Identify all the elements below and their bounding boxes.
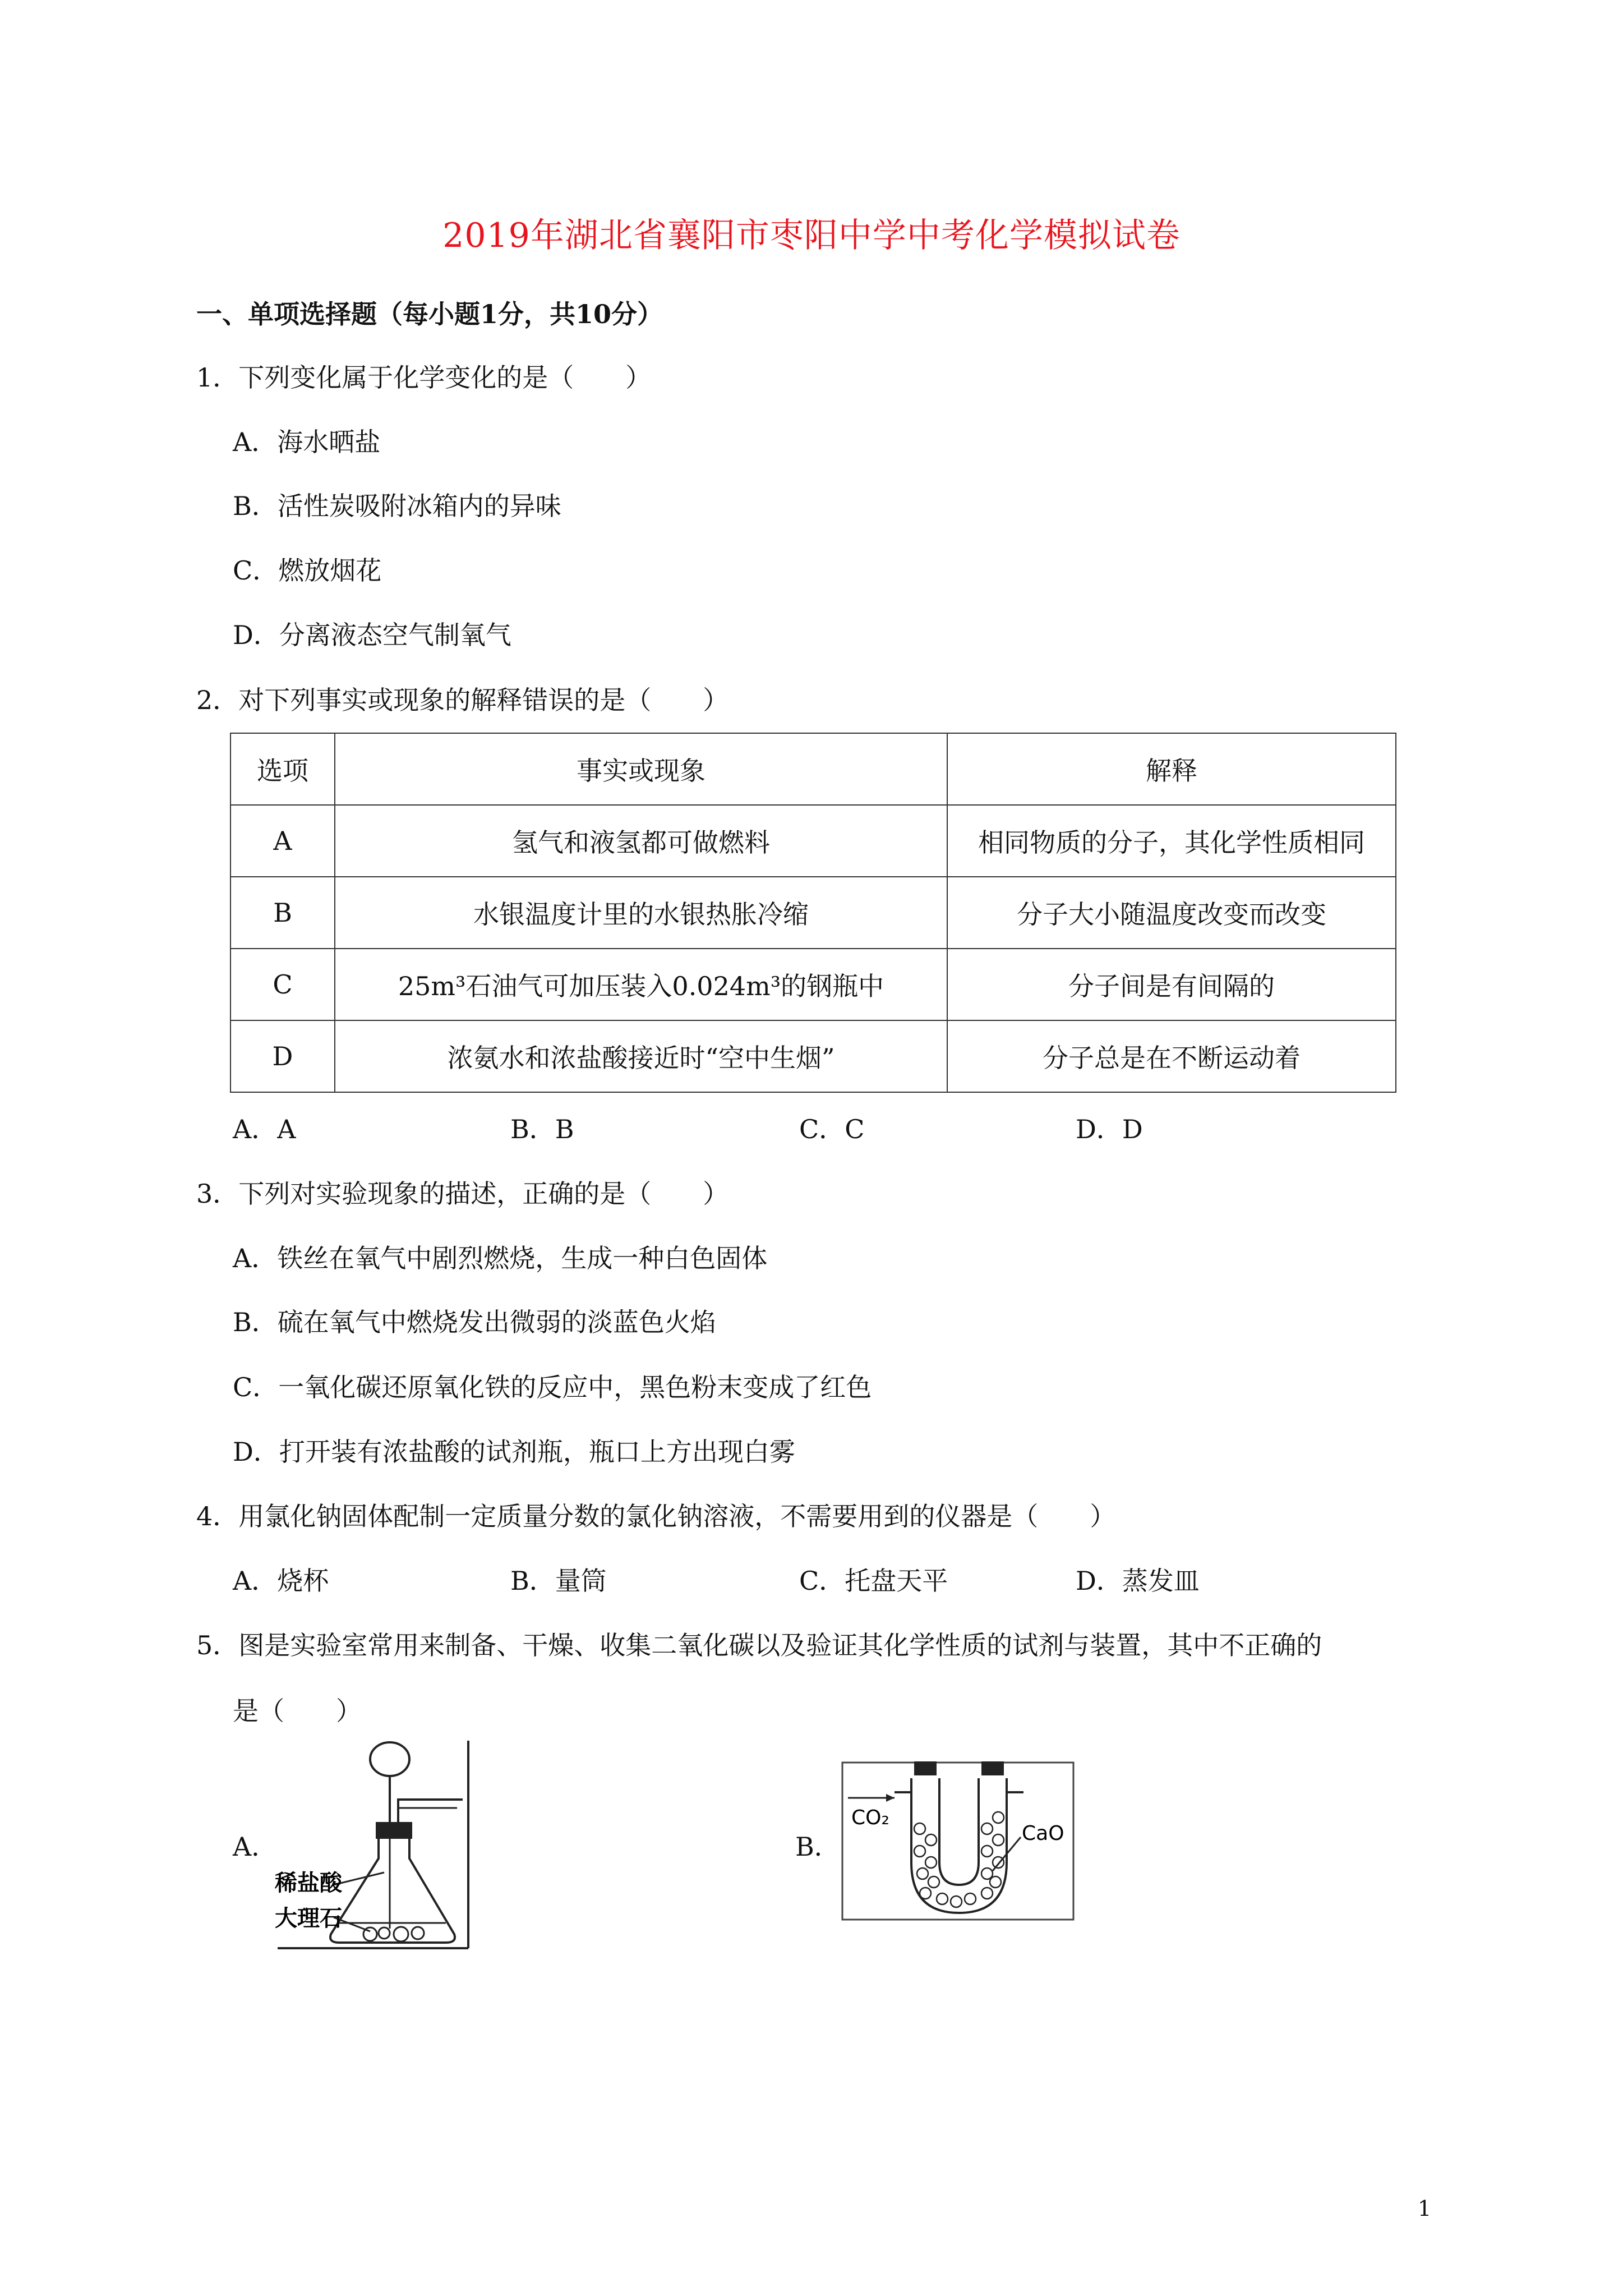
q1-option-b: B．活性炭吸附冰箱内的异味 — [233, 491, 561, 521]
table-cell: 氢气和液氢都可做燃料 — [335, 805, 947, 877]
table-row — [230, 1020, 1396, 1092]
q1-option-c: C．燃放烟花 — [233, 555, 382, 586]
table-row — [230, 805, 1396, 877]
question-2-stem: 2．对下列事实或现象的解释错误的是（ ） — [196, 685, 729, 715]
table-cell: A — [230, 805, 335, 877]
label-marble: 大理石 — [275, 1906, 342, 1931]
q4-option-b: B．量筒 — [510, 1566, 607, 1596]
q3-option-a: A．铁丝在氧气中剧烈燃烧，生成一种白色固体 — [233, 1243, 768, 1273]
question-2-table — [230, 733, 1396, 1093]
question-3-stem: 3．下列对实验现象的描述，正确的是（ ） — [196, 1179, 729, 1209]
q5-option-a-label: A． — [233, 1832, 278, 1862]
q2-option-a: A．A — [233, 1114, 296, 1144]
table-cell: D — [230, 1020, 335, 1092]
q1-option-a: A．海水晒盐 — [233, 427, 381, 457]
label-co2: CO₂ — [851, 1806, 889, 1829]
header-fact: 事实或现象 — [335, 733, 947, 805]
table-cell: 分子总是在不断运动着 — [947, 1020, 1396, 1092]
q1-option-d: D．分离液态空气制氧气 — [233, 620, 511, 650]
table-cell: C — [230, 949, 335, 1020]
table-cell: 水银温度计里的水银热胀冷缩 — [335, 877, 947, 949]
q2-option-d: D．D — [1076, 1114, 1143, 1144]
q3-option-b: B．硫在氧气中燃烧发出微弱的淡蓝色火焰 — [233, 1307, 716, 1337]
table-cell: B — [230, 877, 335, 949]
table-cell: 25m³石油气可加压装入0.024m³的钢瓶中 — [335, 949, 947, 1020]
table-cell: 分子大小随温度改变而改变 — [947, 877, 1396, 949]
page-number: 1 — [1418, 2196, 1432, 2221]
q3-option-d: D．打开装有浓盐酸的试剂瓶，瓶口上方出现白雾 — [233, 1437, 795, 1467]
q4-option-a: A．烧杯 — [233, 1566, 329, 1596]
q5-option-b-label: B． — [795, 1832, 840, 1862]
section-heading: 一、单项选择题（每小题1分，共10分） — [196, 299, 663, 329]
page-title: 2019年湖北省襄阳市枣阳中学中考化学模拟试卷 — [442, 216, 1181, 255]
q4-option-d: D．蒸发皿 — [1076, 1566, 1200, 1596]
q2-option-b: B．B — [510, 1114, 574, 1144]
label-dilute-hcl: 稀盐酸 — [275, 1870, 342, 1896]
question-1-stem: 1．下列变化属于化学变化的是（ ） — [196, 362, 652, 393]
q2-option-c: C．C — [799, 1114, 865, 1144]
u-tube-apparatus-figure — [841, 1761, 1077, 1924]
label-cao: CaO — [1022, 1822, 1064, 1845]
table-row — [230, 877, 1396, 949]
table-cell: 相同物质的分子，其化学性质相同 — [947, 805, 1396, 877]
flask-apparatus-figure — [275, 1738, 477, 1952]
header-option: 选项 — [230, 733, 335, 805]
table-cell: 分子间是有间隔的 — [947, 949, 1396, 1020]
q4-option-c: C．托盘天平 — [799, 1566, 948, 1596]
question-4-stem: 4．用氯化钠固体配制一定质量分数的氯化钠溶液，不需要用到的仪器是（ ） — [196, 1501, 1116, 1531]
table-cell: 浓氨水和浓盐酸接近时“空中生烟” — [335, 1020, 947, 1092]
header-explanation: 解释 — [947, 733, 1396, 805]
question-5-stem-line1: 5．图是实验室常用来制备、干燥、收集二氧化碳以及验证其化学性质的试剂与装置，其中不正确的 — [196, 1630, 1322, 1660]
table-header-row — [230, 733, 1396, 805]
question-5-stem-line2: 是（ ） — [233, 1696, 362, 1726]
table-row — [230, 949, 1396, 1020]
q3-option-c: C．一氧化碳还原氧化铁的反应中，黑色粉末变成了红色 — [233, 1372, 872, 1402]
